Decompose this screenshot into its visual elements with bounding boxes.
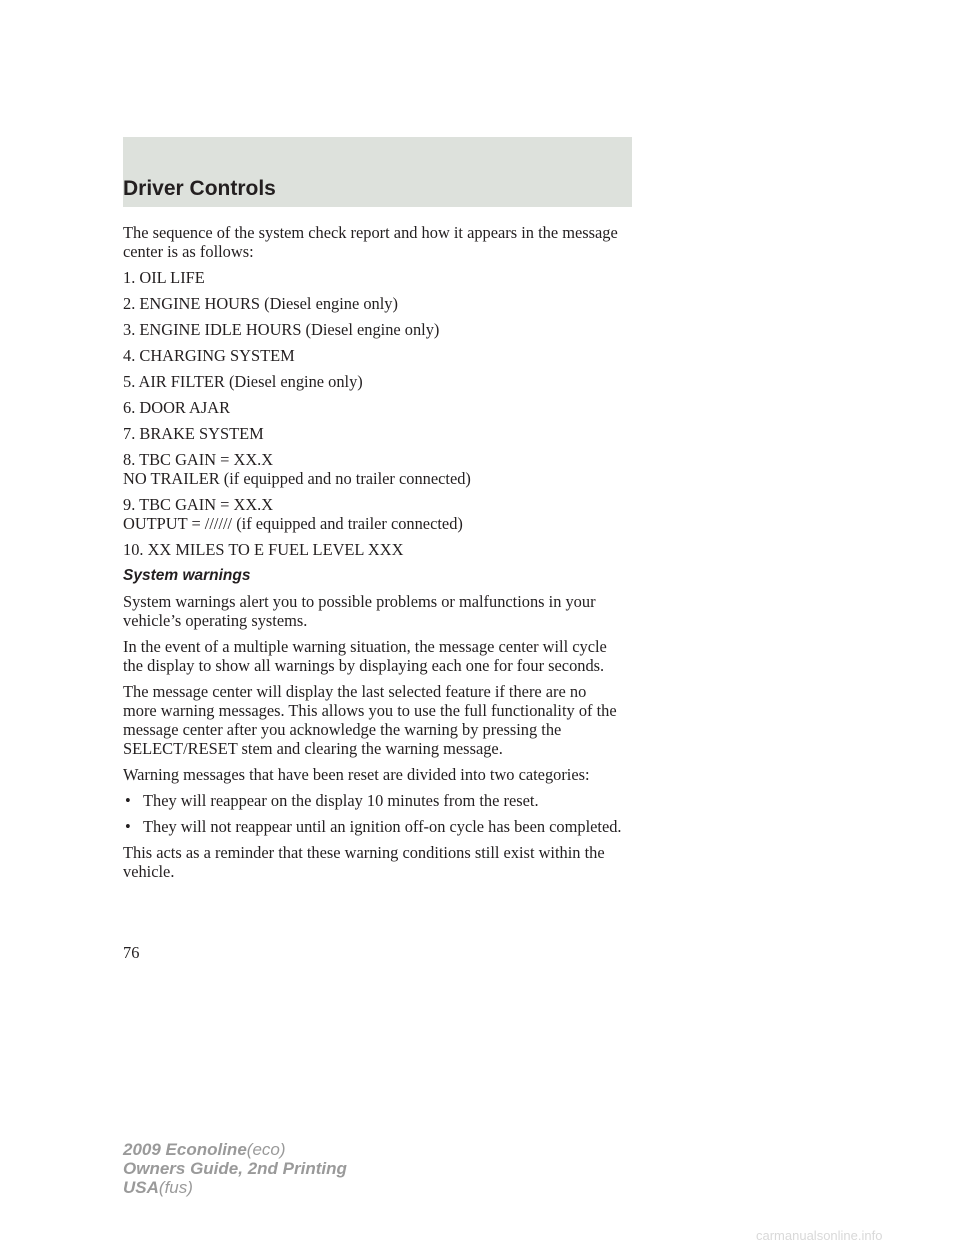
sequence-item-9-line1: 9. TBC GAIN = XX.X <box>123 495 274 514</box>
sequence-item-7: 7. BRAKE SYSTEM <box>123 424 264 443</box>
bullet-item-1 <box>123 791 623 810</box>
footer-line-2: Owners Guide, 2nd Printing <box>123 1159 347 1178</box>
paragraph-2: In the event of a multiple warning situation, the message center will cycle the display to show all warnings by displaying each one for four seconds. <box>123 637 607 675</box>
footer-line-3 <box>123 1178 347 1197</box>
page-content <box>123 223 623 888</box>
sequence-item-8 <box>123 450 623 488</box>
page-number: 76 <box>123 943 140 962</box>
footer-market: USA <box>123 1178 159 1197</box>
sequence-item-5: 5. AIR FILTER (Diesel engine only) <box>123 372 363 391</box>
footer-model-code: (eco) <box>246 1140 286 1159</box>
footer-market-code: (fus) <box>158 1178 193 1197</box>
section-title: Driver Controls <box>123 177 276 200</box>
sequence-item-4: 4. CHARGING SYSTEM <box>123 346 295 365</box>
sequence-item-9-line2: OUTPUT = ////// (if equipped and trailer connected) <box>123 514 463 533</box>
footer-line-1 <box>123 1140 347 1159</box>
closing-paragraph: This acts as a reminder that these warning conditions still exist within the vehicle. <box>123 843 605 881</box>
bullet-item-2 <box>123 817 623 836</box>
bullet-text-2: They will not reappear until an ignition off-on cycle has been completed. <box>143 817 622 836</box>
sequence-item-1: 1. OIL LIFE <box>123 268 205 287</box>
sequence-item-9 <box>123 495 623 533</box>
bullet-icon: • <box>125 817 131 836</box>
sequence-item-8-line2: NO TRAILER (if equipped and no trailer connected) <box>123 469 471 488</box>
footer <box>123 1140 347 1197</box>
paragraph-3: The message center will display the last selected feature if there are no more warning messages. This allows you to use the full functionality of the message center after you acknowledge the warning by pressing the SELECT/RESET stem and clearing the warning message. <box>123 682 617 758</box>
bullet-text-1: They will reappear on the display 10 minutes from the reset. <box>143 791 539 810</box>
sequence-item-8-line1: 8. TBC GAIN = XX.X <box>123 450 274 469</box>
subheading-system-warnings: System warnings <box>123 567 251 584</box>
sequence-item-6: 6. DOOR AJAR <box>123 398 231 417</box>
paragraph-4: Warning messages that have been reset are divided into two categories: <box>123 765 590 784</box>
watermark: carmanualsonline.info <box>756 1228 883 1243</box>
footer-model: 2009 Econoline <box>123 1140 247 1159</box>
sequence-item-2: 2. ENGINE HOURS (Diesel engine only) <box>123 294 398 313</box>
sequence-item-3: 3. ENGINE IDLE HOURS (Diesel engine only) <box>123 320 440 339</box>
sequence-item-10: 10. XX MILES TO E FUEL LEVEL XXX <box>123 540 404 559</box>
bullet-icon: • <box>125 791 131 810</box>
paragraph-1: System warnings alert you to possible problems or malfunctions in your vehicle’s operating systems. <box>123 592 596 630</box>
intro-paragraph: The sequence of the system check report and how it appears in the message center is as follows: <box>123 223 618 261</box>
